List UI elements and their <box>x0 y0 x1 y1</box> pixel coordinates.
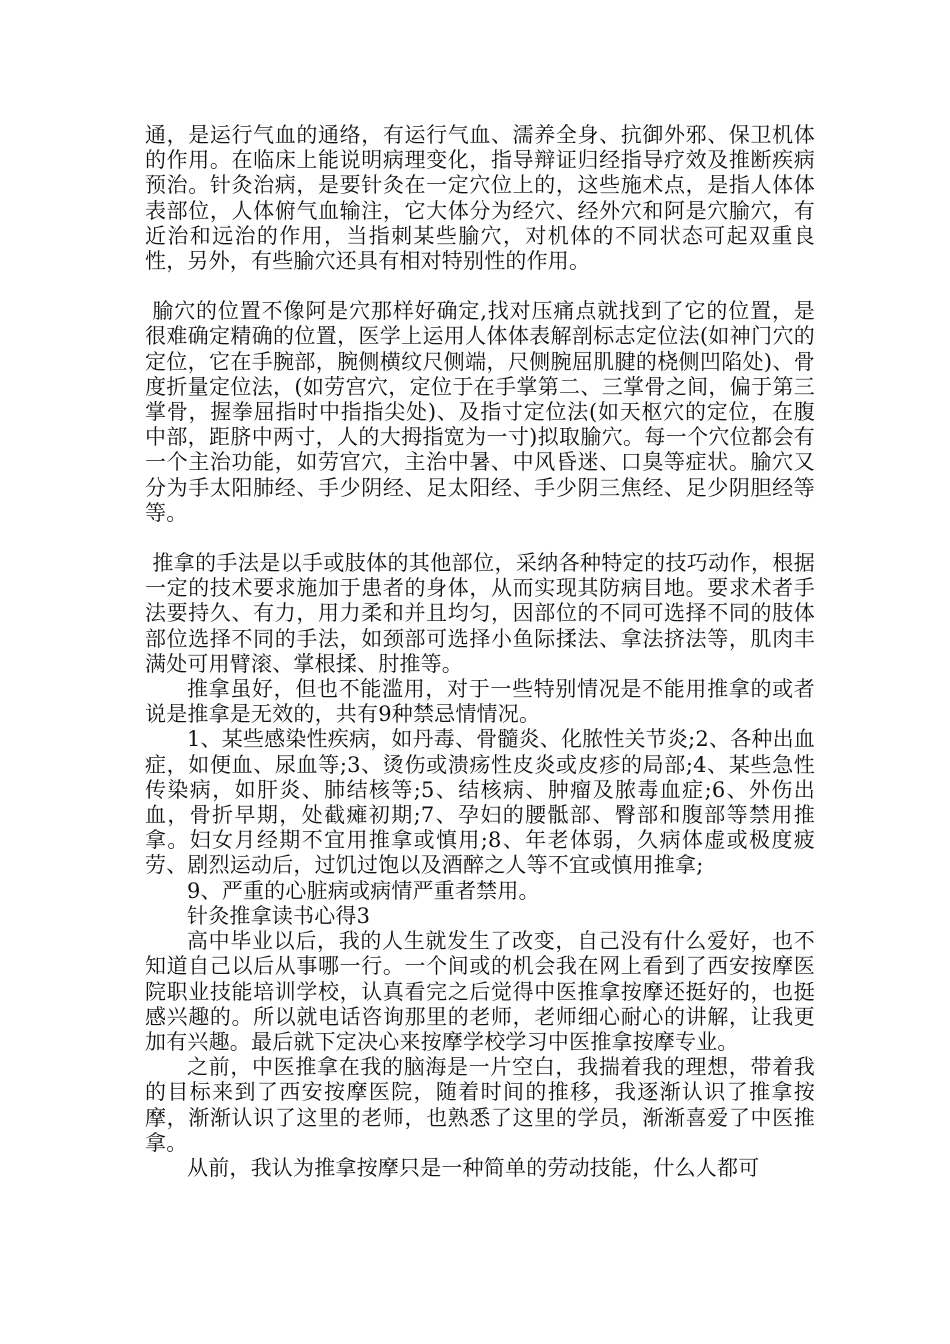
paragraph-contraindication-9: 9、严重的心脏病或病情严重者禁用。 <box>187 878 540 903</box>
paragraph-acupoint-location: 腧穴的位置不像阿是穴那样好确定,找对压痛点就找到了它的位置，是很难确定精确的位置，医学上运用人体体表解剖标志定位法(如神门穴的定位，它在手腕部，腕侧横纹尺侧端，尺侧腕屈肌腱的桡侧凹陷处)、骨度折量定位法，(如劳宫穴，定位于在手掌第二、三掌骨之间，偏于第三掌骨，握拳屈指时中指指尖处)、及指寸定位法(如天枢穴的定位，在腹中部，距脐中两寸，人的大拇指宽为一寸)拟取腧穴。每一个穴位都会有一个主治功能，如劳宫穴，主治中暑、中风昏迷、口臭等症状。腧穴又分为手太阳肺经、手少阴经、足太阳经、手少阴三焦经、足少阴胆经等等。 <box>145 299 815 525</box>
paragraph-meridian-intro: 通，是运行气血的通络，有运行气血、濡养全身、抗御外邪、保卫机体的作用。在临床上能说明病理变化，指导辩证归经指导疗效及推断疾病预治。针灸治病，是要针灸在一定穴位上的，这些施术点，是指人体体表部位，人体俯气血输注，它大体分为经穴、经外穴和阿是穴腧穴，有近治和远治的作用，当指刺某些腧穴，对机体的不同状态可起双重良性，另外，有些腧穴还具有相对特别性的作用。 <box>145 123 815 274</box>
paragraph-previous-view: 从前，我认为推拿按摩只是一种简单的劳动技能，什么人都可 <box>187 1155 760 1180</box>
paragraph-gap <box>145 274 815 299</box>
paragraph-gap <box>145 526 815 551</box>
paragraph-tuina-technique: 推拿的手法是以手或肢体的其他部位，采纳各种特定的技巧动作，根据一定的技术要求施加于患者的身体，从而实现其防病目地。要求术者手法要持久、有力，用力柔和并且均匀，因部位的不同可选择不同的肢体部位选择不同的手法，如颈部可选择小鱼际揉法、拿法挤法等，肌肉丰满处可用臂滚、掌根揉、肘推等。 <box>145 551 815 676</box>
section-heading: 针灸推拿读书心得3 <box>187 903 371 928</box>
paragraph-tuina-contraindications-intro: 推拿虽好，但也不能滥用，对于一些特别情况是不能用推拿的或者说是推拿是无效的，共有9种禁忌情情况。 <box>145 677 815 727</box>
document-body <box>145 123 815 1181</box>
paragraph-after-graduation: 高中毕业以后，我的人生就发生了改变，自己没有什么爱好，也不知道自己以后从事哪一行。一个间或的机会我在网上看到了西安按摩医院职业技能培训学校，认真看完之后觉得中医推拿按摩还挺好的，也挺感兴趣的。所以就电话咨询那里的老师，老师细心耐心的讲解，让我更加有兴趣。最后就下定决心来按摩学校学习中医推拿按摩专业。 <box>145 929 815 1054</box>
paragraph-contraindications-list: 1、某些感染性疾病，如丹毒、骨髓炎、化脓性关节炎;2、各种出血症，如便血、尿血等;3、烫伤或溃疡性皮炎或皮疹的局部;4、某些急性传染病，如肝炎、肺结核等;5、结核病、肿瘤及脓毒血症;6、外伤出血，骨折早期，处截瘫初期;7、孕妇的腰骶部、臀部和腹部等禁用推拿。妇女月经期不宜用推拿或慎用;8、年老体弱，久病体虚或极度疲劳、剧烈运动后，过饥过饱以及酒醉之人等不宜或慎用推拿; <box>145 727 815 878</box>
paragraph-before-learning: 之前，中医推拿在我的脑海是一片空白，我揣着我的理想，带着我的目标来到了西安按摩医院，随着时间的推移，我逐渐认识了推拿按摩，渐渐认识了这里的老师，也熟悉了这里的学员，渐渐喜爱了中医推拿。 <box>145 1055 815 1155</box>
